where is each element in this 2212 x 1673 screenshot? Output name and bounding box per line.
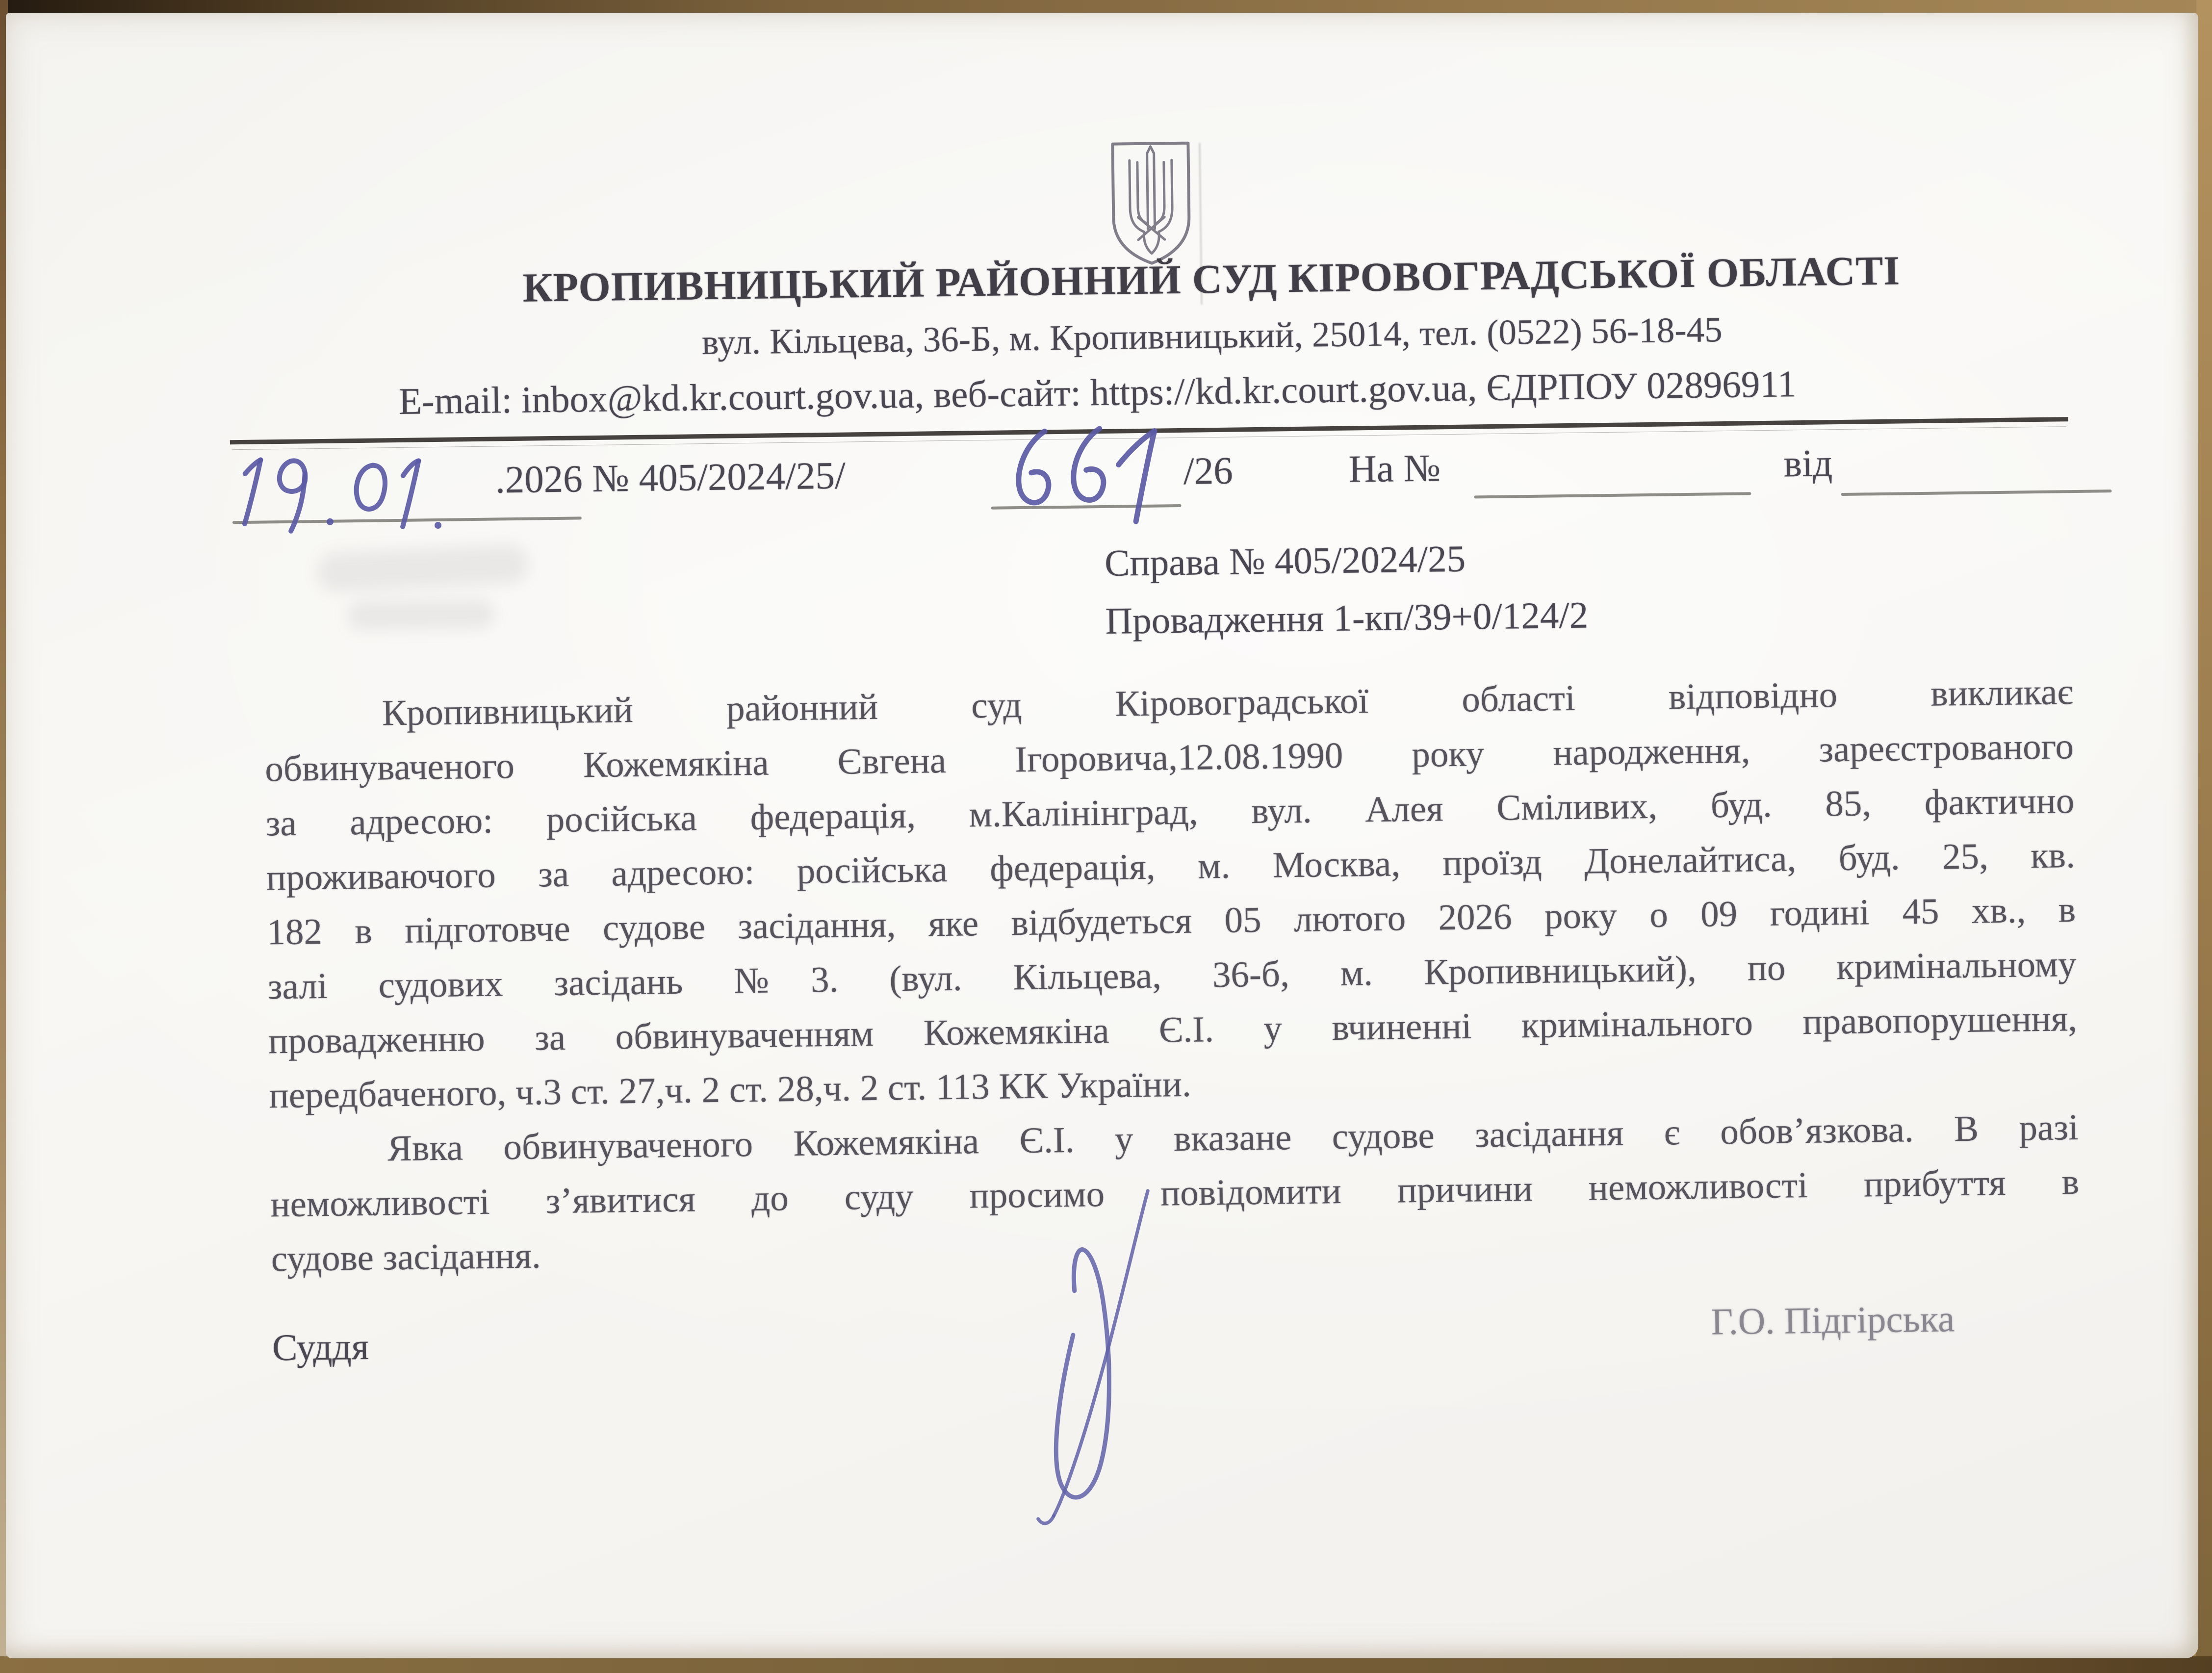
vid-label: від	[1783, 442, 1833, 486]
body-line: проживаючого за адресою: російська федерація, м. Москва, проїзд Донелайтиса, буд. 25, кв.	[266, 835, 2076, 899]
judge-label: Суддя	[272, 1325, 369, 1369]
court-contact-line: E-mail: inbox@kd.kr.court.gov.ua, веб-сайт: https://kd.kr.court.gov.ua, ЄДРПОУ 02896911	[398, 362, 1797, 422]
body-line: Явка обвинуваченого Кожемякіна Є.І. у вказане судове засідання є обов’язкова. В разі	[387, 1107, 2079, 1169]
proceeding-number-line: Провадження 1-кп/39+0/124/2	[1105, 593, 1589, 642]
na-number-blank-underline	[1474, 492, 1751, 498]
paper-sheet	[6, 13, 2198, 1658]
body-line: за адресою: російська федерація, м.Калінінград, вул. Алея Сміливих, буд. 85, фактично	[265, 780, 2075, 844]
number-suffix: /26	[1183, 449, 1234, 493]
handwritten-signature-ink	[955, 1186, 1225, 1533]
body-line: Кропивницький районний суд Кіровоградської області відповідно викликає	[382, 671, 2074, 734]
outgoing-number-printed: .2026 № 405/2024/25/	[495, 454, 846, 502]
body-line: неможливості з’явитися до суду просимо повідомити причини неможливості прибуття в	[270, 1161, 2080, 1225]
body-line: судове засідання.	[271, 1235, 541, 1280]
vid-blank-underline	[1841, 489, 2111, 496]
body-line: залі судових засідань №3. (вул. Кільцева, 36-б, м. Кропивницький), по кримінальному	[267, 944, 2077, 1007]
ukraine-trident-emblem-icon	[1106, 138, 1196, 268]
body-line: провадженню за обвинуваченням Кожемякіна Є.І. у вчиненні кримінального правопорушення,	[268, 998, 2078, 1062]
handwritten-date-ink	[225, 436, 520, 538]
scan-smudge	[316, 543, 529, 592]
body-line: 182 в підготовче судове засідання, яке відбудеться 05 лютого 2026 року о 09 годині 45 хв., в	[266, 889, 2076, 953]
na-number-label: На №	[1348, 447, 1441, 491]
scan-smudge	[347, 599, 495, 631]
case-number-line: Справа № 405/2024/25	[1104, 537, 1466, 584]
handwritten-number-ink	[997, 417, 1175, 532]
judge-name: Г.О. Підгірська	[1711, 1297, 1955, 1343]
body-line: обвинуваченого Кожемякіна Євгена Ігоровича,12.08.1990 року народження, зареєстрованого	[264, 726, 2074, 790]
court-address-line: вул. Кільцева, 36-Б, м. Кропивницький, 25014, тел. (0522) 56-18-45	[701, 309, 1723, 362]
court-name-heading: КРОПИВНИЦЬКИЙ РАЙОННИЙ СУД КІРОВОГРАДСЬКОЇ ОБЛАСТІ	[522, 248, 1901, 311]
body-line: передбаченого, ч.3 ст. 27,ч. 2 ст. 28,ч. 2 ст. 113 КК України.	[269, 1063, 1192, 1116]
